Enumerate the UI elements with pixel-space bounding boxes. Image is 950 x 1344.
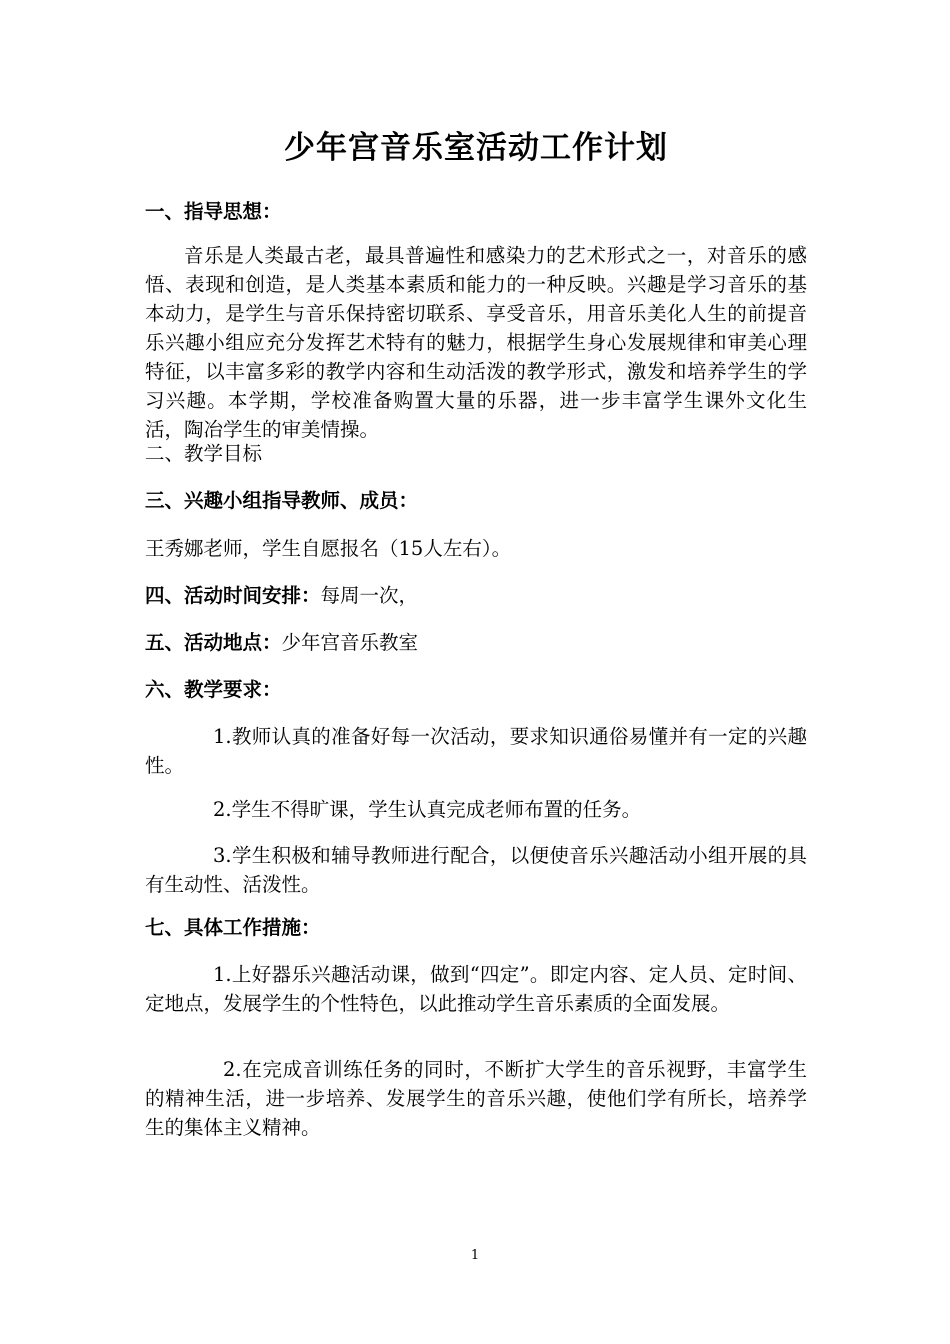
page-number: 1 [470, 1248, 480, 1263]
section-4-line [145, 581, 807, 610]
section-6-item-3: 3.学生积极和辅导教师进行配合，以便使音乐兴趣活动小组开展的具有生动性、活泼性。 [145, 844, 807, 896]
section-5-line [145, 628, 807, 657]
section-4-text: 每周一次， [320, 584, 419, 607]
section-7-item-2: 2.在完成音训练任务的同时，不断扩大学生的音乐视野，丰富学生的精神生活，进一步培养、发展学生的音乐兴趣，使他们学有所长，培养学生的集体主义精神。 [145, 1058, 807, 1139]
section-3-text: 王秀娜老师，学生自愿报名（15人左右）。 [145, 537, 512, 560]
section-4-heading: 四、活动时间安排： [145, 584, 321, 607]
section-5-heading: 五、活动地点： [145, 631, 282, 654]
section-1-heading: 一、指导思想： [145, 200, 282, 223]
document-title: 少年宫音乐室活动工作计划 [284, 130, 668, 166]
section-6-heading: 六、教学要求： [145, 678, 282, 701]
section-3-heading: 三、兴趣小组指导教师、成员： [145, 489, 419, 512]
section-7-heading: 七、具体工作措施： [145, 916, 321, 939]
section-6-item-2: 2.学生不得旷课，学生认真完成老师布置的任务。 [213, 798, 642, 821]
section-7-item-1: 1.上好器乐兴趣活动课，做到“四定”。即定内容、定人员、定时间、定地点，发展学生的个性特色，以此推动学生音乐素质的全面发展。 [145, 963, 807, 1015]
section-2-heading: 二、教学目标 [145, 442, 263, 465]
section-6-item-1: 1.教师认真的准备好每一次活动，要求知识通俗易懂并有一定的兴趣性。 [145, 725, 807, 777]
section-5-text: 少年宫音乐教室 [281, 631, 419, 654]
section-1-paragraph: 音乐是人类最古老，最具普遍性和感染力的艺术形式之一，对音乐的感悟、表现和创造，是人类基本素质和能力的一种反映。兴趣是学习音乐的基本动力，是学生与音乐保持密切联系、享受音乐，用音乐美化人生的前提音乐兴趣小组应充分发挥艺术特有的魅力，根据学生身心发展规律和审美心理特征，以丰富多彩的教学内容和生动活泼的教学形式，激发和培养学生的学习兴趣。本学期，学校准备购置大量的乐器，进一步丰富学生课外文化生活，陶冶学生的审美情操。 [145, 244, 807, 441]
